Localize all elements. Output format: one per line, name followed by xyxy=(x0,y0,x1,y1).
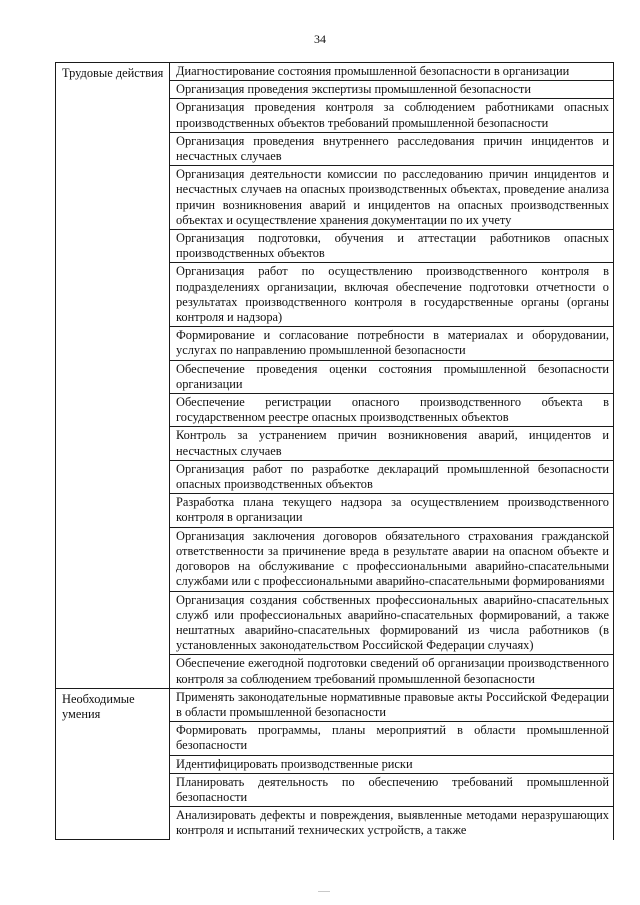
item-cell: Организация работ по осуществлению производственного контроля в подразделениях организации, включая обеспечение подготовки отчетности о результатах производственного контроля в государственные органы (органы контроля и надзора) xyxy=(170,263,614,327)
section-label: Необходимые умения xyxy=(56,688,170,839)
page-fold-mark xyxy=(318,891,330,896)
item-cell: Организация создания собственных профессиональных аварийно-спасательных служб или профессиональных аварийно-спасательных формирований, а также нештатных аварийно-спасательных формирований из числа работников (в установленных законодательством Российской Федерации случаях) xyxy=(170,591,614,655)
item-cell: Разработка плана текущего надзора за осуществлением производственного контроля в организации xyxy=(170,494,614,527)
table-row xyxy=(56,688,614,721)
item-cell: Формировать программы, планы мероприятий в области промышленной безопасности xyxy=(170,722,614,755)
item-cell: Организация проведения экспертизы промышленной безопасности xyxy=(170,81,614,99)
competency-table xyxy=(55,62,614,840)
item-cell: Организация проведения контроля за соблюдением работниками опасных производственных объектов требований промышленной безопасности xyxy=(170,99,614,132)
item-cell: Обеспечение проведения оценки состояния промышленной безопасности организации xyxy=(170,360,614,393)
item-cell: Диагностирование состояния промышленной безопасности в организации xyxy=(170,63,614,81)
item-cell: Организация проведения внутреннего расследования причин инцидентов и несчастных случаев xyxy=(170,132,614,165)
item-cell: Планировать деятельность по обеспечению требований промышленной безопасности xyxy=(170,773,614,806)
item-cell: Применять законодательные нормативные правовые акты Российской Федерации в области промышленной безопасности xyxy=(170,688,614,721)
item-cell: Анализировать дефекты и повреждения, выявленные методами неразрушающих контроля и испытаний технических устройств, а также xyxy=(170,807,614,840)
item-cell: Формирование и согласование потребности в материалах и оборудовании, услугах по направлению промышленной безопасности xyxy=(170,327,614,360)
item-cell: Организация работ по разработке деклараций промышленной безопасности опасных производственных объектов xyxy=(170,460,614,493)
page-number: 34 xyxy=(314,32,326,46)
item-cell: Обеспечение ежегодной подготовки сведений об организации производственного контроля за соблюдением требований промышленной безопасности xyxy=(170,655,614,688)
item-cell: Организация заключения договоров обязательного страхования гражданской ответственности за причинение вреда в результате аварии на опасном объекте и договоров на обслуживание с профессиональными аварийно-спасательными службами или с профессиональными аварийно-спасательными формированиями xyxy=(170,527,614,591)
item-cell: Контроль за устранением причин возникновения аварий, инцидентов и несчастных случаев xyxy=(170,427,614,460)
section-label: Трудовые действия xyxy=(56,63,170,689)
table-row xyxy=(56,63,614,81)
item-cell: Организация подготовки, обучения и аттестации работников опасных производственных объектов xyxy=(170,230,614,263)
competency-table-body xyxy=(56,63,614,840)
item-cell: Обеспечение регистрации опасного производственного объекта в государственном реестре опасных производственных объектов xyxy=(170,394,614,427)
page-bottom-edge xyxy=(0,865,640,905)
item-cell: Идентифицировать производственные риски xyxy=(170,755,614,773)
item-cell: Организация деятельности комиссии по расследованию причин инцидентов и несчастных случаев на опасных производственных объектах, проведение анализа причин возникновения аварий и инцидентов на опасных производственных объектах и осуществление хранения документации по их учету xyxy=(170,166,614,230)
